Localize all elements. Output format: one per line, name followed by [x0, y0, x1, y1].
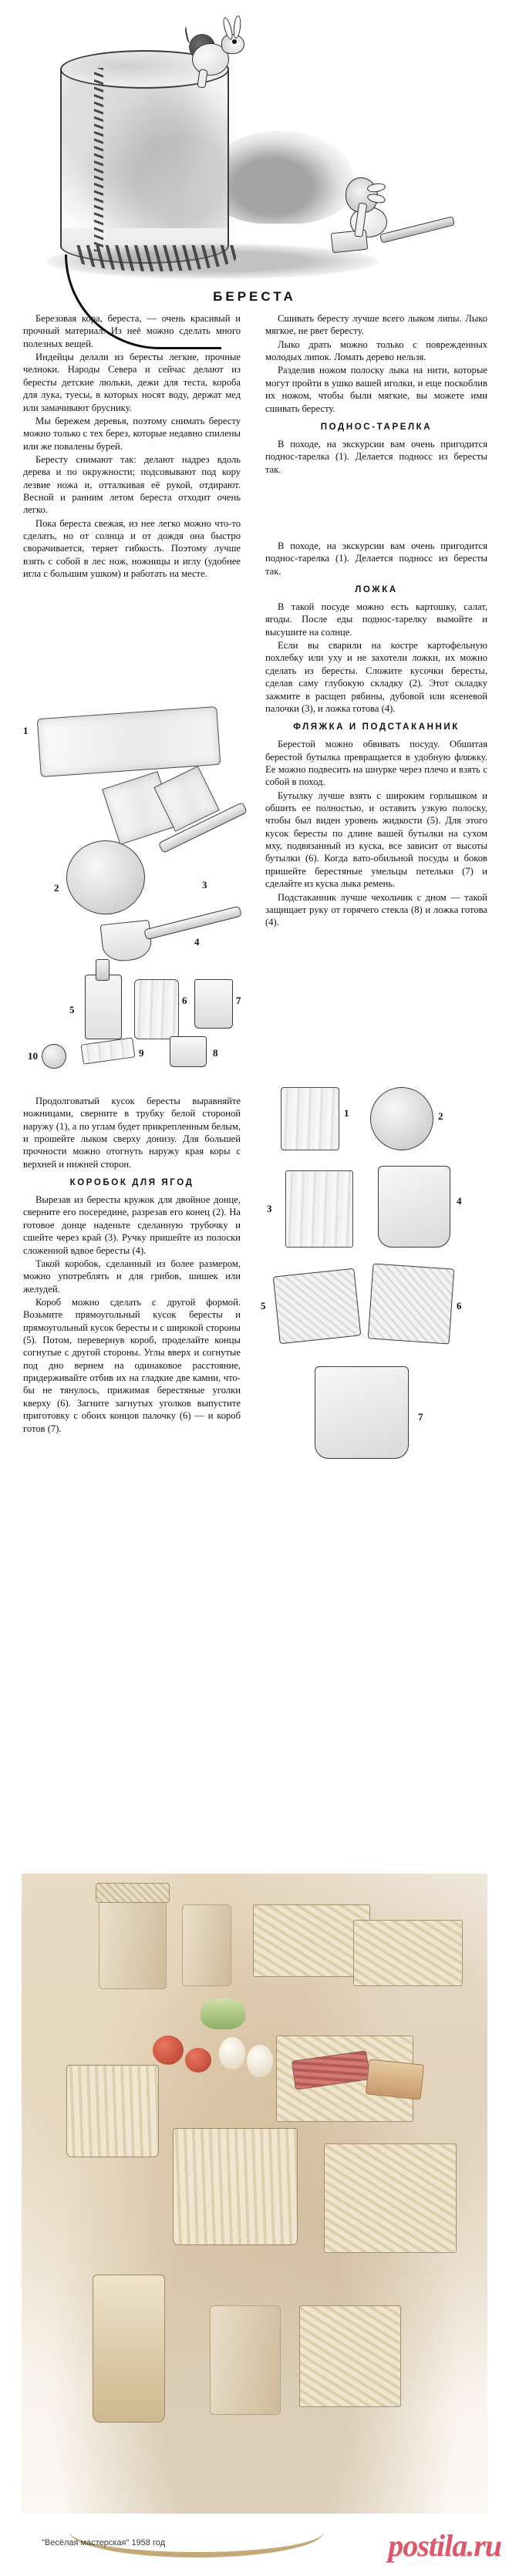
section-heading-flyazhka: ФЛЯЖКА И ПОДСТАКАННИК — [293, 722, 460, 732]
paragraph: Индейцы делали из бересты легкие, прочные челноки. Народы Севера и сейчас делают из бересты детские люльки, дежи для теста, короба для лука, туесы, в которых носят воду, держат мед или замачивают бруснику. — [23, 352, 241, 413]
tomato-2 — [185, 2048, 211, 2073]
figure-label-5: 5 — [69, 1004, 75, 1015]
hare2-mallet-handle — [379, 216, 455, 243]
figure-label-8: 8 — [213, 1047, 218, 1059]
egg-2 — [247, 2045, 273, 2077]
hero-illustration — [0, 0, 509, 291]
hare-leg — [197, 69, 207, 88]
paragraph: Берестой можно обвивать посуду. Обшитая берестой бутылка превращается в удобную фляжку. Ее можно подвесить на шнурке через плечо и взять с собой в поход. — [265, 739, 487, 788]
figure-5-flat-bark-blank — [273, 1268, 362, 1345]
bark-covered-glass — [210, 2305, 281, 2415]
jar-lid — [96, 1883, 170, 1903]
paragraph: В походе, на экскурсии вам очень пригодится поднос-тарелка (1). Делается подносс из бересты так. — [265, 438, 487, 475]
page-title: БЕРЕСТА — [213, 289, 296, 304]
figure-8-small-mug — [170, 1036, 207, 1067]
figure-label-b1: 1 — [344, 1107, 349, 1119]
paragraph: В походе, на экскурсии вам очень пригодится поднос-тарелка (1). Делается подносс из бересты так. — [265, 540, 487, 577]
bark-covered-jar — [99, 1895, 167, 1989]
figure-label-10: 10 — [28, 1050, 38, 1062]
figure-label-b7: 7 — [418, 1411, 423, 1423]
section-heading-korobok: КОРОБОК ДЛЯ ЯГОД — [69, 1178, 194, 1188]
bark-tues-left — [66, 2065, 159, 2157]
figure-1-rolled-bark-tube — [281, 1087, 339, 1150]
bottom-photo-collage — [22, 1874, 487, 2514]
figure-7-finished-basket — [315, 1366, 409, 1459]
bark-basket-right — [324, 2143, 457, 2253]
figure-label-2: 2 — [54, 882, 59, 894]
green-onion — [201, 1999, 245, 2029]
figure-label-b4: 4 — [457, 1195, 462, 1207]
bark-covered-bottle — [182, 1904, 231, 1986]
paragraph: Вырезав из бересты кружок для двойное донце, сверните его посередине, разрезав его конец (2). На готовое донце наденьте сделанную трубочку и сшейте через край (3). Ручку пришейте из полоски сложенной вдвое бересты (4). — [23, 1194, 241, 1256]
source-caption: "Весёлая мастерская" 1958 год — [42, 2538, 166, 2547]
figure-8-bark-washer — [42, 1044, 66, 1069]
figure-plate-items-1-7 — [254, 1079, 494, 1511]
figure-5-bark-wrapped-bottle — [85, 975, 122, 1039]
text-column-right-1 — [265, 312, 487, 476]
text-column-left-1 — [23, 312, 241, 581]
figure-label-b5: 5 — [261, 1300, 266, 1312]
figure-label-9: 9 — [139, 1047, 144, 1059]
paragraph: Короб можно сделать с другой формой. Возьмите прямоугольный кусок бересты и прямоугольный кусок бересты и с широкой стороны (5). Потом, перевернув короб, проделайте концы согнутые с другой стороны. Углы вверх и согнутые под дно вернем на одинаковое расстояние, придерживайте отбив их на гладкие две камни, что-бы не тянулось, прижимая берестяные уголки кверху (6). Загните загнутых уголков выпустите приготовку с обоих концов палочку (6) — и короб готов (7). — [23, 1296, 241, 1434]
figure-label-7: 7 — [236, 995, 241, 1006]
bark-stitched-seam — [94, 68, 103, 251]
birch-bark-cylinder — [60, 68, 229, 247]
paragraph: Мы бережем деревья, поэтому снимать бересту можно только с тех берез, которые недавно спилены или же повалены бурей. — [23, 415, 241, 452]
paragraph: Сшивать бересту лучше всего лыком липы. Лыко мягкое, не рвет бересту. — [265, 313, 487, 337]
section-heading-lozhka: ЛОЖКА — [355, 585, 398, 595]
bark-covered-flask — [93, 2275, 165, 2423]
bark-box-bottom — [299, 2305, 401, 2407]
figure-label-b3: 3 — [267, 1203, 272, 1214]
figure-9-bark-strip — [81, 1037, 136, 1064]
paragraph: Лыко драть можно только с поврежденных молодых липок. Ломать дерево нельзя. — [265, 338, 487, 363]
figure-label-b2: 2 — [438, 1110, 443, 1122]
paragraph: Такой коробок, сделанный из более размером, можно употреблять и для грибов, шишек или желудей. — [23, 1258, 241, 1295]
figure-3-assembled-box — [285, 1170, 353, 1248]
paragraph: Разделив ножом полоску лыка на нити, которые могут пройти в ушко вашей иголки, и еще поскоблив их ножом, чтобы были мягкие, вы можете ими сшивать бересту. — [265, 365, 487, 414]
figure-label-b6: 6 — [457, 1300, 462, 1312]
paragraph: Березовая кора, береста, — очень красивый и прочный материал. Из неё можно сделать много полезных вещей. — [23, 313, 241, 349]
figure-label-3: 3 — [202, 879, 207, 891]
text-column-right-2 — [265, 540, 487, 929]
paragraph: Если вы сварили на костре картофельную похлебку или уху и не захотели ложки, их можно сделать из бересты. Сложите кусочки бересты, сделав саму глубокую складку (2). Этот складку зажмите в расщеп рябины, дубовой или ясеневой палочки (3), и ложка готова (4). — [265, 640, 487, 714]
paragraph: В такой посуде можно есть картошку, салат, ягоды. После еды поднос-тарелку вымойте и высушите на солнце. — [265, 601, 487, 638]
bark-basket-center — [173, 2128, 298, 2245]
egg-1 — [219, 2037, 245, 2069]
postila-watermark: postila.ru — [388, 2528, 501, 2563]
hare-on-rim-icon — [187, 22, 254, 88]
hare-ear-right — [232, 15, 241, 39]
paragraph: Пока береста свежая, из нее легко можно что-то сделать, но от солнца и от дождя она быстро сворачивается, теряет гибкость. Поэтому лучше взять с собой в лес нож, ножницы и иглу (удобнее игла с большим ушком) и работать на месте. — [23, 517, 241, 580]
figure-6-bark-flask — [134, 979, 179, 1039]
bread-slice — [366, 2059, 424, 2100]
hare-head — [221, 34, 244, 54]
paragraph: Продолговатый кусок бересты выравняйте ножницами, сверните в трубку белой стороной наружу (1), а по углам будет прикрепленным белым, и прошейте лыком сверху донизу. Для большей прочности можно отогнуть наружу края коры с верхней и нижней сторон. — [23, 1096, 241, 1170]
bottle-neck — [96, 959, 110, 981]
hare-eye — [232, 39, 237, 44]
paragraph: Бересту снимают так: делают надрез вдоль дерева и по окружности; подсовывают под кору лезвие ножа и, отталкивая её рукой, отдирают. Весной и ранним летом береста отходит очень легко. — [23, 453, 241, 516]
paragraph: Бутылку лучше взять с широким горлышком и обшить ее полностью, и оставить узкую полоску, чтобы был виден уровень жидкости (5). Для этого кусок бересты по длине вашей бутылки на сухом мху, подвязанный из куска, все зависит от высоты бутылки (6). Когда вато-обильной посуды и боков пришейте берестяные умельцы петельки (7) и сделайте из куска лыка ремень. — [265, 790, 487, 890]
tomato-1 — [153, 2036, 184, 2065]
figure-4-box-with-handle — [378, 1166, 450, 1248]
figure-6-folded-corners — [368, 1263, 455, 1344]
figure-label-4: 4 — [194, 936, 200, 948]
figure-label-1: 1 — [23, 725, 29, 736]
figure-7-glass-holder — [194, 979, 233, 1029]
figure-plate-items-1-10 — [11, 708, 250, 1070]
text-column-left-2 — [23, 1095, 241, 1435]
figure-4-spoon-handle — [143, 906, 242, 941]
paragraph: Подстаканник лучше чехольчик с дном — такой защищает руку от горячего стекла (8) и ложка готова (4). — [265, 891, 487, 928]
figure-1-bark-tray — [37, 706, 221, 777]
bark-box-right — [353, 1920, 463, 1986]
figure-4-bark-spoon-bowl — [100, 920, 153, 963]
section-heading-podnos: ПОДНОС-ТАРЕЛКА — [320, 422, 433, 432]
figure-label-6: 6 — [182, 995, 187, 1006]
bark-rope — [69, 2506, 324, 2557]
figure-2-bark-bottom-disc — [370, 1087, 433, 1150]
figure-2-folded-bark-disc — [66, 840, 145, 914]
